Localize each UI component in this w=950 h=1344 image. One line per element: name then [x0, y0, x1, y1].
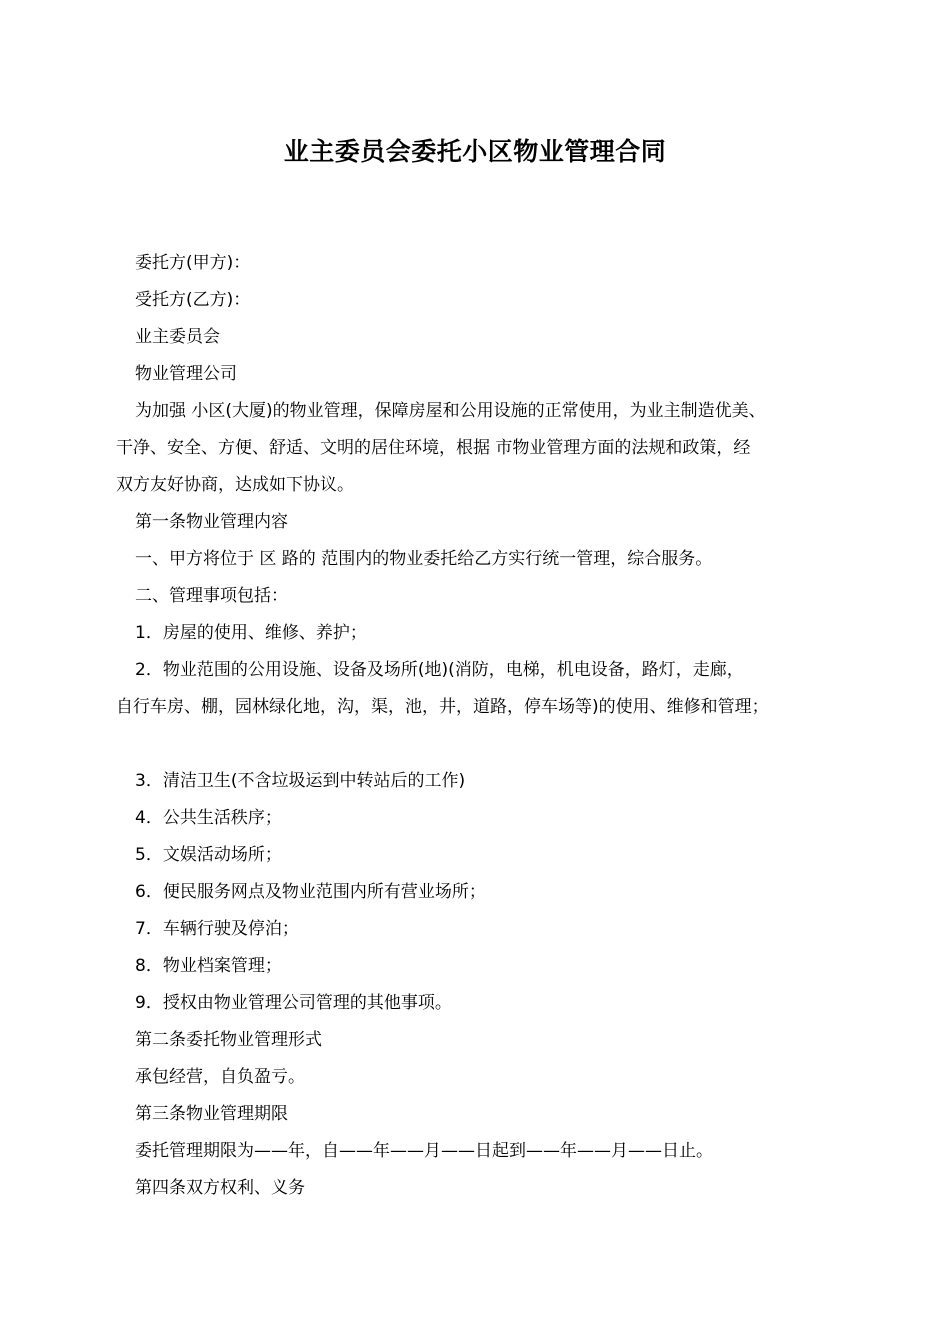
paragraph-line: 承包经营，自负盈亏。 — [135, 1067, 305, 1087]
paragraph-line: 物业管理公司 — [135, 364, 237, 384]
paragraph-line: 为加强 小区(大厦)的物业管理，保障房屋和公用设施的正常使用，为业主制造优美、 — [135, 401, 766, 421]
paragraph-line: 第四条双方权利、义务 — [135, 1178, 305, 1198]
paragraph-line: 自行车房、棚，园林绿化地，沟，渠，池，井，道路，停车场等)的使用、维修和管理； — [116, 697, 769, 717]
paragraph-line: 9．授权由物业管理公司管理的其他事项。 — [135, 993, 452, 1013]
paragraph-line: 6．便民服务网点及物业范围内所有营业场所； — [135, 882, 486, 902]
paragraph-line: 一、甲方将位于 区 路的 范围内的物业委托给乙方实行统一管理，综合服务。 — [135, 549, 713, 569]
paragraph-line: 2．物业范围的公用设施、设备及场所(地)(消防，电梯，机电设备，路灯，走廊， — [135, 660, 744, 680]
paragraph-line: 第三条物业管理期限 — [135, 1104, 288, 1124]
paragraph-line: 干净、安全、方便、舒适、文明的居住环境，根据 市物业管理方面的法规和政策，经 — [116, 438, 751, 458]
blank-line — [116, 726, 876, 763]
paragraph-line: 委托管理期限为——年，自——年——月——日起到——年——月——日止。 — [135, 1141, 713, 1161]
paragraph-line: 3．清洁卫生(不含垃圾运到中转站后的工作) — [135, 771, 466, 791]
paragraph-line: 1．房屋的使用、维修、养护； — [135, 623, 367, 643]
paragraph-line: 8．物业档案管理； — [135, 956, 282, 976]
paragraph-line: 受托方(乙方)： — [135, 290, 251, 310]
paragraph-line: 7．车辆行驶及停泊； — [135, 919, 299, 939]
paragraph-line: 双方友好协商，达成如下协议。 — [116, 475, 354, 495]
paragraph-line: 5．文娱活动场所； — [135, 845, 282, 865]
paragraph-line: 4．公共生活秩序； — [135, 808, 282, 828]
paragraph-line: 业主委员会 — [135, 327, 220, 347]
paragraph-line: 第二条委托物业管理形式 — [135, 1030, 322, 1050]
paragraph-line: 二、管理事项包括： — [135, 586, 288, 606]
paragraph-line: 委托方(甲方)： — [135, 253, 251, 273]
document-title: 业主委员会委托小区物业管理合同 — [283, 137, 667, 166]
paragraph-line: 第一条物业管理内容 — [135, 512, 288, 532]
document-body — [116, 245, 876, 1207]
